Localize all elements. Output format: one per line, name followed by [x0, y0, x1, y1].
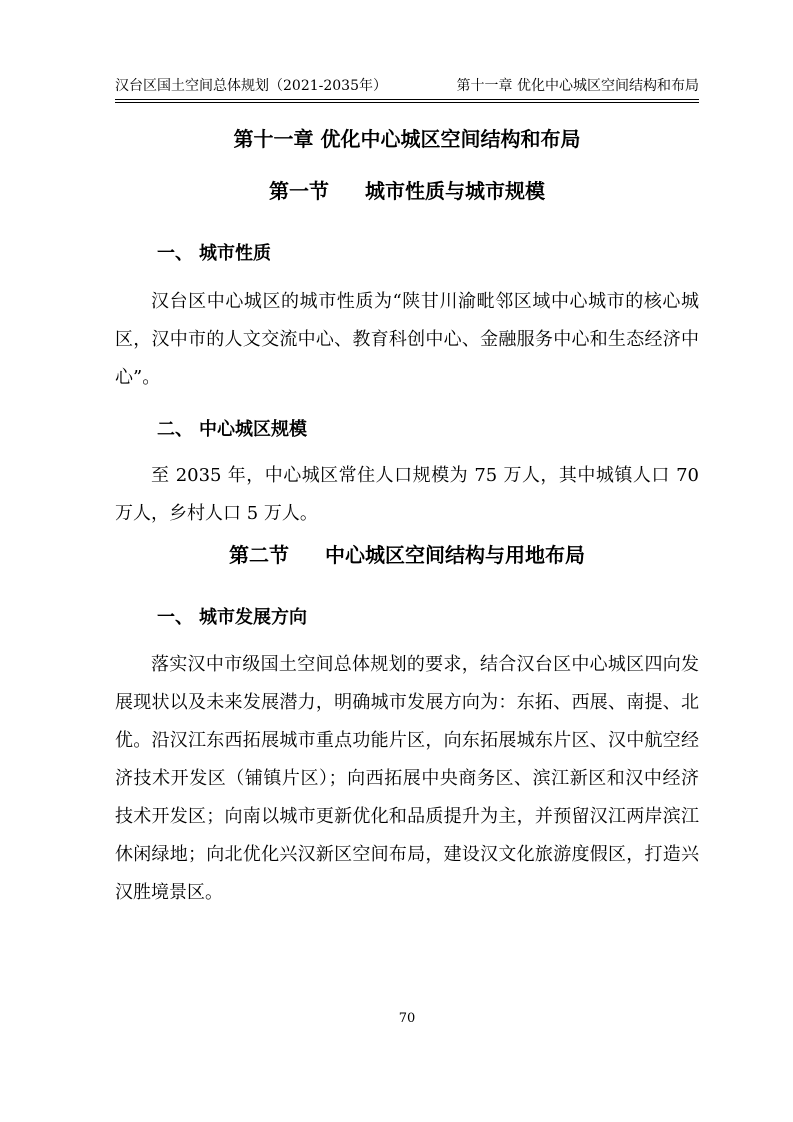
- subsection-heading-1-2: [157, 416, 307, 444]
- subsection-number: 二、: [157, 419, 193, 440]
- subsection-number: 一、: [157, 243, 193, 264]
- subsection-title: 中心城区规模: [199, 419, 307, 440]
- section-number: 第一节: [269, 179, 329, 203]
- subsection-title: 城市性质: [199, 243, 271, 264]
- subsection-heading-1-1: [157, 240, 271, 268]
- subsection-heading-2-1: [157, 604, 307, 632]
- page-number: 70: [398, 1011, 416, 1026]
- running-header: [115, 76, 699, 96]
- section-number: 第二节: [229, 543, 289, 567]
- section-title-2: [115, 540, 699, 570]
- paragraph-city-scale: 至 2035 年，中心城区常住人口规模为 75 万人，其中城镇人口 70 万人，乡村人口 5 万人。: [115, 465, 699, 524]
- subsection-number: 一、: [157, 607, 193, 628]
- paragraph-city-nature: 汉台区中心城区的城市性质为“陕甘川渝毗邻区域中心城市的核心城区，汉中市的人文交流中心、教育科创中心、金融服务中心和生态经济中心”。: [115, 291, 699, 388]
- subsection-title: 城市发展方向: [199, 607, 307, 628]
- chapter-title: 第十一章 优化中心城区空间结构和布局: [233, 127, 581, 151]
- section-title-1: [115, 176, 699, 206]
- header-document-title: 汉台区国土空间总体规划（2021-2035年）: [115, 78, 387, 94]
- section-name: 城市性质与城市规模: [365, 179, 545, 203]
- paragraph-development-direction: 落实汉中市级国土空间总体规划的要求，结合汉台区中心城区四向发展现状以及未来发展潜力，明确城市发展方向为：东拓、西展、南提、北优。沿汉江东西拓展城市重点功能片区，向东拓展城东片区、汉中航空经济技术开发区（铺镇片区）；向西拓展中央商务区、滨江新区和汉中经济技术开发区；向南以城市更新优化和品质提升为主，并预留汉江两岸滨江休闲绿地；向北优化兴汉新区空间布局，建设汉文化旅游度假区，打造兴汉胜境景区。: [115, 654, 699, 903]
- header-chapter-title: 第十一章 优化中心城区空间结构和布局: [456, 78, 699, 94]
- header-rule: [115, 99, 699, 100]
- section-name: 中心城区空间结构与用地布局: [325, 543, 585, 567]
- header-rule-thin: [115, 102, 699, 103]
